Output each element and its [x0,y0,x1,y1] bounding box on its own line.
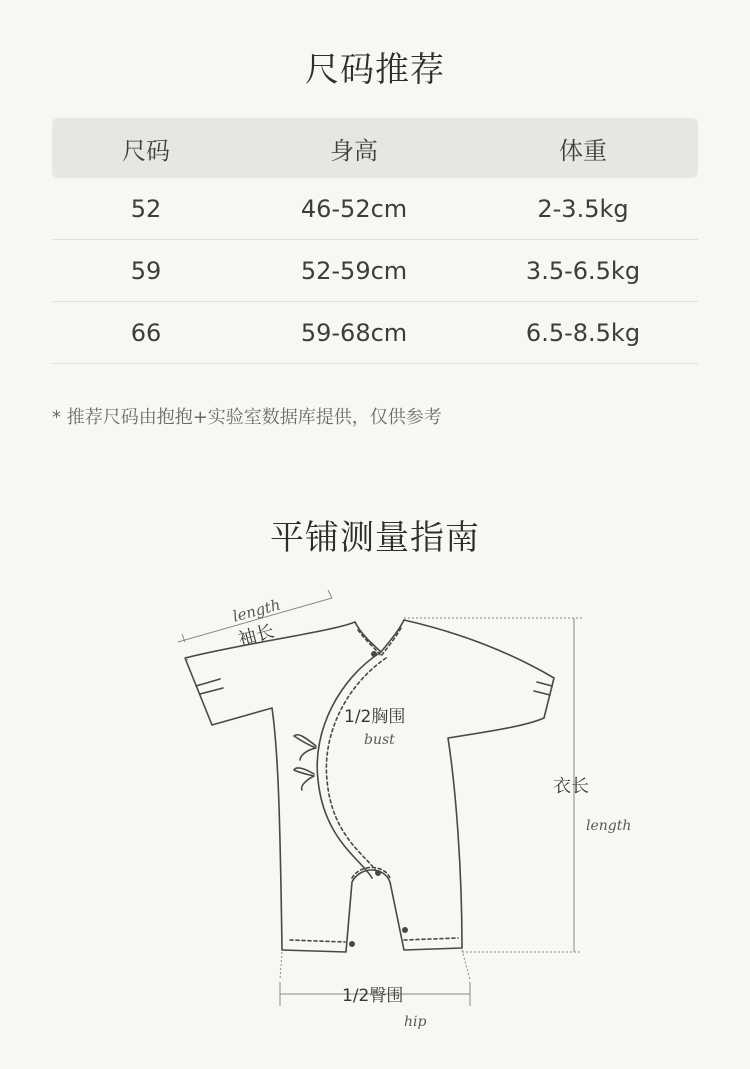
table-row [52,302,698,364]
leg-stitch [290,868,458,943]
right-cuff [534,682,552,695]
hip-guide-left [280,952,282,980]
hip-label: 1/2臀围 [342,986,404,1006]
height-cell: 52-59cm [300,256,408,285]
size-cell: 66 [130,318,162,347]
weight-cell: 6.5-8.5kg [525,318,641,347]
snap-button [372,652,376,656]
hip-script-label: hip [404,1014,427,1030]
tie-ribbon-2 [294,768,314,790]
wrap-edge-stitch [326,658,386,874]
size-cell: 59 [130,256,162,285]
measurement-guide-title: 平铺测量指南 [270,518,480,558]
sleeve-length-label: 袖长 [236,620,277,651]
romper-outline [185,620,554,952]
sleeve-script-label: length [230,595,283,626]
header-size: 尺码 [122,136,170,165]
size-table-header [52,118,698,178]
size-cell: 52 [130,194,162,223]
header-height: 身高 [330,136,378,165]
size-note: * 推荐尺码由抱抱+实验室数据库提供，仅供参考 [52,407,442,428]
snap-button [376,871,380,875]
height-cell: 46-52cm [300,194,408,223]
hip-guide-right [462,950,470,980]
snap-button [403,928,407,932]
height-cell: 59-68cm [300,318,408,347]
romper-measurement-diagram [0,560,750,1060]
neckline-inner [358,628,401,656]
body-length-label: 衣长 [553,776,589,797]
weight-cell: 2-3.5kg [537,194,629,223]
table-row [52,178,698,240]
left-cuff [196,679,223,694]
table-row [52,240,698,302]
bust-label: 1/2胸围 [344,707,406,727]
header-weight: 体重 [559,136,607,165]
body-script-label: length [586,818,632,834]
weight-cell: 3.5-6.5kg [525,256,641,285]
snap-button [350,942,354,946]
bust-script-label: bust [364,732,395,748]
size-recommendation-title: 尺码推荐 [305,50,445,90]
tie-ribbon-1 [294,735,316,760]
size-table [52,118,698,364]
